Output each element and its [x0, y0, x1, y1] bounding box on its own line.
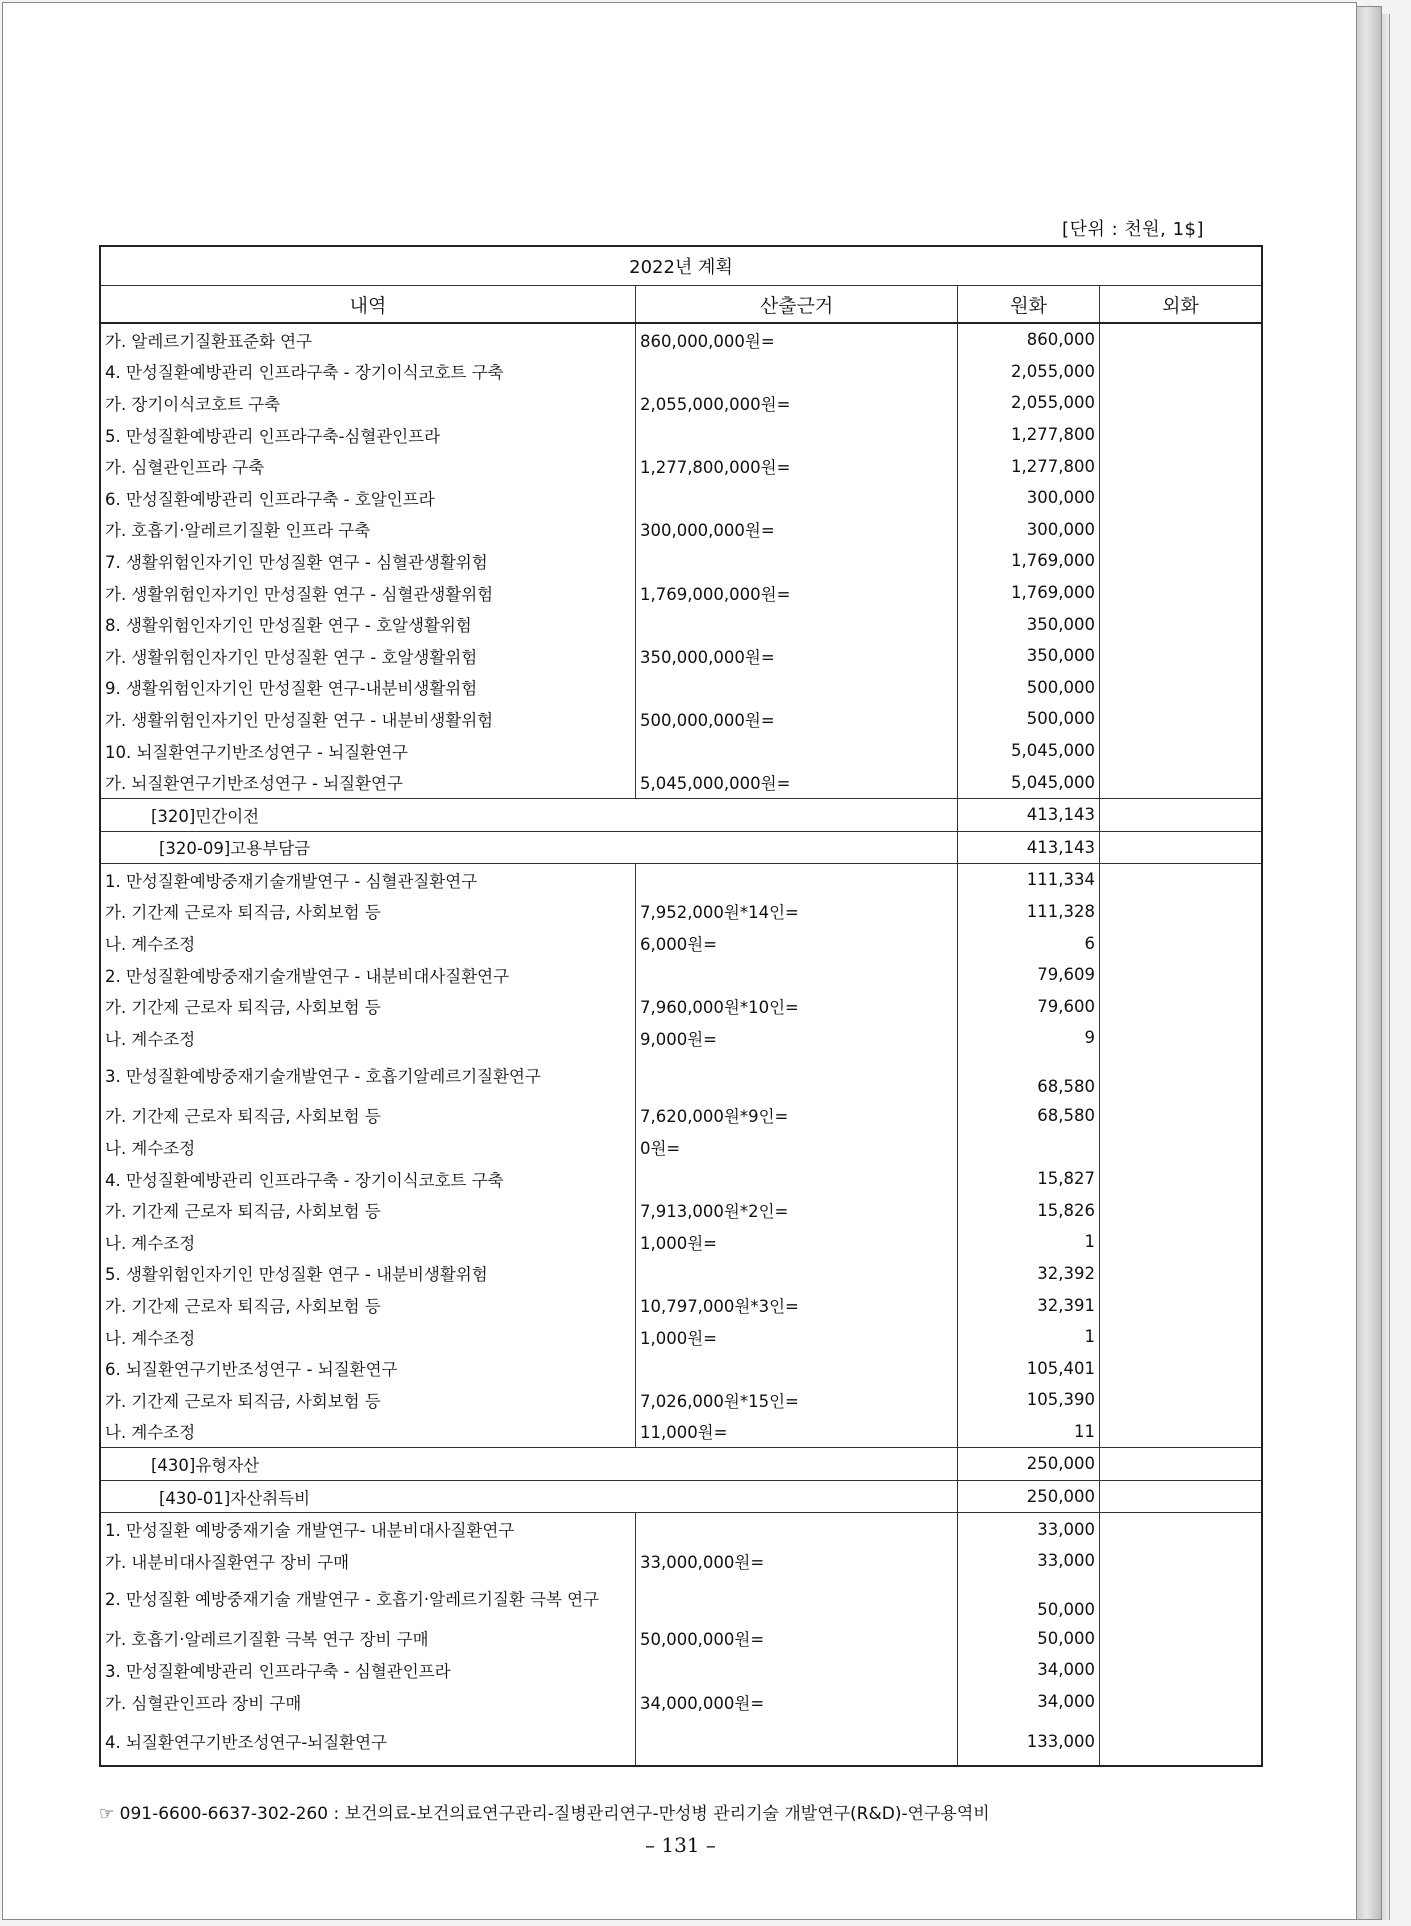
table-row [100, 1352, 1262, 1384]
table-row [100, 1100, 1262, 1132]
foreign-amount [1100, 798, 1263, 831]
krw-amount: 11 [958, 1416, 1100, 1448]
item-description: 5. 생활위험인자기인 만성질환 연구 - 내분비생활위험 [100, 1258, 635, 1290]
foreign-amount [1100, 1100, 1263, 1132]
item-description: 가. 알레르기질환표준화 연구 [100, 323, 635, 356]
foreign-amount [1100, 640, 1263, 672]
foreign-amount [1100, 1022, 1263, 1054]
krw-amount: 15,827 [958, 1163, 1100, 1195]
krw-amount: 860,000 [958, 323, 1100, 356]
calculation-basis [635, 608, 957, 640]
calculation-basis [635, 864, 957, 896]
foreign-amount [1100, 514, 1263, 546]
item-description: 가. 심혈관인프라 장비 구매 [100, 1686, 635, 1718]
foreign-amount [1100, 959, 1263, 991]
foreign-amount [1100, 1321, 1263, 1353]
foreign-amount [1100, 864, 1263, 896]
krw-amount: 111,328 [958, 896, 1100, 928]
calculation-basis: 7,913,000원*2인= [635, 1194, 957, 1226]
krw-amount: 413,143 [958, 798, 1100, 831]
table-row [100, 1416, 1262, 1448]
calculation-basis [635, 356, 957, 388]
krw-amount: 5,045,000 [958, 735, 1100, 767]
krw-amount: 34,000 [958, 1686, 1100, 1718]
foreign-amount [1100, 577, 1263, 609]
header-basis: 산출근거 [635, 286, 957, 324]
foreign-amount [1100, 1448, 1263, 1481]
krw-amount: 1,277,800 [958, 450, 1100, 482]
calculation-basis [635, 735, 957, 767]
table-row [100, 545, 1262, 577]
table-row [100, 514, 1262, 546]
table-row [100, 1226, 1262, 1258]
foreign-amount [1100, 1226, 1263, 1258]
item-description: 1. 만성질환예방중재기술개발연구 - 심혈관질환연구 [100, 864, 635, 896]
document-page [2, 2, 1357, 1920]
item-description: 가. 생활위험인자기인 만성질환 연구 - 호알생활위험 [100, 640, 635, 672]
foreign-amount [1100, 1686, 1263, 1718]
item-description: 가. 기간제 근로자 퇴직금, 사회보험 등 [100, 990, 635, 1022]
calculation-basis: 1,769,000,000원= [635, 577, 957, 609]
foreign-amount [1100, 1623, 1263, 1655]
krw-amount: 350,000 [958, 640, 1100, 672]
krw-amount: 33,000 [958, 1513, 1100, 1545]
krw-amount: 34,000 [958, 1654, 1100, 1686]
calculation-basis [635, 1163, 957, 1195]
table-row [100, 1717, 1262, 1766]
item-description: 6. 뇌질환연구기반조성연구 - 뇌질환연구 [100, 1352, 635, 1384]
table-row [100, 1258, 1262, 1290]
calculation-basis [635, 1258, 957, 1290]
foreign-amount [1100, 608, 1263, 640]
foreign-amount [1100, 323, 1263, 356]
foreign-amount [1100, 1194, 1263, 1226]
table-row [100, 735, 1262, 767]
calculation-basis: 50,000,000원= [635, 1623, 957, 1655]
calculation-basis: 7,952,000원*14인= [635, 896, 957, 928]
krw-amount: 32,392 [958, 1258, 1100, 1290]
item-description: 3. 만성질환예방중재기술개발연구 - 호흡기알레르기질환연구 [100, 1054, 635, 1100]
foreign-amount [1100, 1163, 1263, 1195]
krw-amount: 6 [958, 927, 1100, 959]
item-description: 4. 뇌질환연구기반조성연구-뇌질환연구 [100, 1717, 635, 1766]
calculation-basis [635, 482, 957, 514]
calculation-basis [635, 419, 957, 451]
foreign-amount [1100, 831, 1263, 864]
foreign-amount [1100, 766, 1263, 798]
krw-amount: 250,000 [958, 1448, 1100, 1481]
calculation-basis: 0원= [635, 1131, 957, 1163]
foreign-amount [1100, 419, 1263, 451]
item-description: 3. 만성질환예방관리 인프라구축 - 심혈관인프라 [100, 1654, 635, 1686]
item-description: 가. 호흡기·알레르기질환 극복 연구 장비 구매 [100, 1623, 635, 1655]
section-label: [320]민간이전 [100, 798, 958, 831]
budget-rows [100, 323, 1262, 1766]
calculation-basis: 10,797,000원*3인= [635, 1289, 957, 1321]
krw-amount: 105,401 [958, 1352, 1100, 1384]
calculation-basis: 33,000,000원= [635, 1545, 957, 1577]
item-description: 6. 만성질환예방관리 인프라구축 - 호알인프라 [100, 482, 635, 514]
table-row [100, 640, 1262, 672]
foreign-amount [1100, 1131, 1263, 1163]
table-row [100, 831, 1262, 864]
item-description: 가. 기간제 근로자 퇴직금, 사회보험 등 [100, 1100, 635, 1132]
table-row [100, 1623, 1262, 1655]
calculation-basis [635, 1717, 957, 1766]
table-row [100, 959, 1262, 991]
foreign-amount [1100, 450, 1263, 482]
foreign-amount [1100, 387, 1263, 419]
item-description: 가. 장기이식코호트 구축 [100, 387, 635, 419]
krw-amount: 1,277,800 [958, 419, 1100, 451]
krw-amount: 413,143 [958, 831, 1100, 864]
krw-amount: 50,000 [958, 1623, 1100, 1655]
calculation-basis: 5,045,000,000원= [635, 766, 957, 798]
krw-amount [958, 1131, 1100, 1163]
krw-amount: 5,045,000 [958, 766, 1100, 798]
table-row [100, 1654, 1262, 1686]
table-row [100, 1513, 1262, 1545]
calculation-basis: 34,000,000원= [635, 1686, 957, 1718]
calculation-basis: 1,277,800,000원= [635, 450, 957, 482]
item-description: 가. 뇌질환연구기반조성연구 - 뇌질환연구 [100, 766, 635, 798]
calculation-basis: 1,000원= [635, 1226, 957, 1258]
krw-amount: 133,000 [958, 1717, 1100, 1766]
calculation-basis: 7,026,000원*15인= [635, 1384, 957, 1416]
item-description: 가. 기간제 근로자 퇴직금, 사회보험 등 [100, 896, 635, 928]
section-label: [430]유형자산 [100, 1448, 958, 1481]
krw-amount: 2,055,000 [958, 356, 1100, 388]
item-description: 2. 만성질환 예방중재기술 개발연구 - 호흡기·알레르기질환 극복 연구 [100, 1577, 635, 1623]
calculation-basis [635, 1654, 957, 1686]
foreign-amount [1100, 990, 1263, 1022]
item-description: 1. 만성질환 예방중재기술 개발연구- 내분비대사질환연구 [100, 1513, 635, 1545]
calculation-basis: 300,000,000원= [635, 514, 957, 546]
table-row [100, 703, 1262, 735]
item-description: 나. 계수조정 [100, 1321, 635, 1353]
krw-amount: 9 [958, 1022, 1100, 1054]
calculation-basis: 350,000,000원= [635, 640, 957, 672]
item-description: 7. 생활위험인자기인 만성질환 연구 - 심혈관생활위험 [100, 545, 635, 577]
table-row [100, 1686, 1262, 1718]
item-description: 가. 생활위험인자기인 만성질환 연구 - 심혈관생활위험 [100, 577, 635, 609]
krw-amount: 68,580 [958, 1100, 1100, 1132]
page-edge [1356, 6, 1382, 1920]
table-row [100, 672, 1262, 704]
foreign-amount [1100, 356, 1263, 388]
foreign-amount [1100, 1384, 1263, 1416]
calculation-basis: 2,055,000,000원= [635, 387, 957, 419]
item-description: 나. 계수조정 [100, 1131, 635, 1163]
foreign-amount [1100, 1717, 1263, 1766]
foreign-amount [1100, 1416, 1263, 1448]
header-krw: 원화 [958, 286, 1100, 324]
calculation-basis: 6,000원= [635, 927, 957, 959]
table-row [100, 1448, 1262, 1481]
item-description: 가. 호흡기·알레르기질환 인프라 구축 [100, 514, 635, 546]
table-row [100, 608, 1262, 640]
table-row [100, 356, 1262, 388]
item-description: 나. 계수조정 [100, 1022, 635, 1054]
calculation-basis: 11,000원= [635, 1416, 957, 1448]
table-row [100, 1577, 1262, 1623]
krw-amount: 250,000 [958, 1480, 1100, 1513]
calculation-basis [635, 1352, 957, 1384]
krw-amount: 32,391 [958, 1289, 1100, 1321]
foreign-amount [1100, 1258, 1263, 1290]
krw-amount: 111,334 [958, 864, 1100, 896]
table-row [100, 1289, 1262, 1321]
krw-amount: 79,609 [958, 959, 1100, 991]
foreign-amount [1100, 545, 1263, 577]
krw-amount: 1,769,000 [958, 545, 1100, 577]
krw-amount: 350,000 [958, 608, 1100, 640]
foreign-amount [1100, 1352, 1263, 1384]
krw-amount: 105,390 [958, 1384, 1100, 1416]
table-row [100, 896, 1262, 928]
table-row [100, 990, 1262, 1022]
plan-title: 2022년 계획 [100, 246, 1262, 286]
krw-amount: 500,000 [958, 672, 1100, 704]
page-number: – 131 – [645, 1833, 716, 1857]
item-description: 9. 생활위험인자기인 만성질환 연구-내분비생활위험 [100, 672, 635, 704]
calculation-basis [635, 959, 957, 991]
krw-amount: 1 [958, 1226, 1100, 1258]
budget-table [99, 245, 1263, 1767]
krw-amount: 50,000 [958, 1577, 1100, 1623]
table-row [100, 1022, 1262, 1054]
krw-amount: 33,000 [958, 1545, 1100, 1577]
item-description: 5. 만성질환예방관리 인프라구축-심혈관인프라 [100, 419, 635, 451]
foreign-amount [1100, 1513, 1263, 1545]
calculation-basis [635, 1054, 957, 1100]
calculation-basis: 1,000원= [635, 1321, 957, 1353]
krw-amount: 1,769,000 [958, 577, 1100, 609]
krw-amount: 300,000 [958, 514, 1100, 546]
foreign-amount [1100, 672, 1263, 704]
item-description: 나. 계수조정 [100, 927, 635, 959]
krw-amount: 1 [958, 1321, 1100, 1353]
calculation-basis: 500,000,000원= [635, 703, 957, 735]
krw-amount: 15,826 [958, 1194, 1100, 1226]
item-description: 4. 만성질환예방관리 인프라구축 - 장기이식코호트 구축 [100, 356, 635, 388]
table-row [100, 323, 1262, 356]
item-description: 가. 기간제 근로자 퇴직금, 사회보험 등 [100, 1194, 635, 1226]
item-description: 가. 내분비대사질환연구 장비 구매 [100, 1545, 635, 1577]
krw-amount: 2,055,000 [958, 387, 1100, 419]
calculation-basis [635, 1577, 957, 1623]
table-row [100, 450, 1262, 482]
table-row [100, 1131, 1262, 1163]
krw-amount: 500,000 [958, 703, 1100, 735]
item-description: 4. 만성질환예방관리 인프라구축 - 장기이식코호트 구축 [100, 1163, 635, 1195]
header-foreign: 외화 [1100, 286, 1263, 324]
section-label: [430-01]자산취득비 [100, 1480, 958, 1513]
calculation-basis [635, 1513, 957, 1545]
calculation-basis: 7,620,000원*9인= [635, 1100, 957, 1132]
foreign-amount [1100, 1289, 1263, 1321]
calculation-basis: 860,000,000원= [635, 323, 957, 356]
table-row [100, 1384, 1262, 1416]
krw-amount: 79,600 [958, 990, 1100, 1022]
item-description: 가. 기간제 근로자 퇴직금, 사회보험 등 [100, 1384, 635, 1416]
item-description: 가. 심혈관인프라 구축 [100, 450, 635, 482]
calculation-basis: 7,960,000원*10인= [635, 990, 957, 1022]
unit-label: [단위 : 천원, 1$] [1062, 219, 1204, 240]
footer-note: ☞ 091-6600-6637-302-260 : 보건의료-보건의료연구관리-질병관리연구-만성병 관리기술 개발연구(R&D)-연구용역비 [99, 1804, 990, 1824]
table-row [100, 798, 1262, 831]
section-label: [320-09]고용부담금 [100, 831, 958, 864]
foreign-amount [1100, 1654, 1263, 1686]
foreign-amount [1100, 1577, 1263, 1623]
table-row [100, 927, 1262, 959]
table-row [100, 1321, 1262, 1353]
krw-amount: 300,000 [958, 482, 1100, 514]
table-row [100, 387, 1262, 419]
calculation-basis [635, 545, 957, 577]
table-row [100, 577, 1262, 609]
item-description: 2. 만성질환예방중재기술개발연구 - 내분비대사질환연구 [100, 959, 635, 991]
table-row [100, 1163, 1262, 1195]
foreign-amount [1100, 735, 1263, 767]
item-description: 8. 생활위험인자기인 만성질환 연구 - 호알생활위험 [100, 608, 635, 640]
table-row [100, 1054, 1262, 1100]
foreign-amount [1100, 482, 1263, 514]
table-row [100, 1545, 1262, 1577]
calculation-basis: 9,000원= [635, 1022, 957, 1054]
table-row [100, 1194, 1262, 1226]
foreign-amount [1100, 927, 1263, 959]
krw-amount: 68,580 [958, 1054, 1100, 1100]
foreign-amount [1100, 896, 1263, 928]
item-description: 10. 뇌질환연구기반조성연구 - 뇌질환연구 [100, 735, 635, 767]
foreign-amount [1100, 703, 1263, 735]
foreign-amount [1100, 1054, 1263, 1100]
table-row [100, 864, 1262, 896]
item-description: 나. 계수조정 [100, 1416, 635, 1448]
item-description: 나. 계수조정 [100, 1226, 635, 1258]
header-description: 내역 [100, 286, 635, 324]
foreign-amount [1100, 1545, 1263, 1577]
page-edge-inner [1382, 14, 1390, 1920]
foreign-amount [1100, 1480, 1263, 1513]
table-row [100, 482, 1262, 514]
item-description: 가. 생활위험인자기인 만성질환 연구 - 내분비생활위험 [100, 703, 635, 735]
calculation-basis [635, 672, 957, 704]
table-row [100, 1480, 1262, 1513]
table-row [100, 766, 1262, 798]
item-description: 가. 기간제 근로자 퇴직금, 사회보험 등 [100, 1289, 635, 1321]
table-row [100, 419, 1262, 451]
